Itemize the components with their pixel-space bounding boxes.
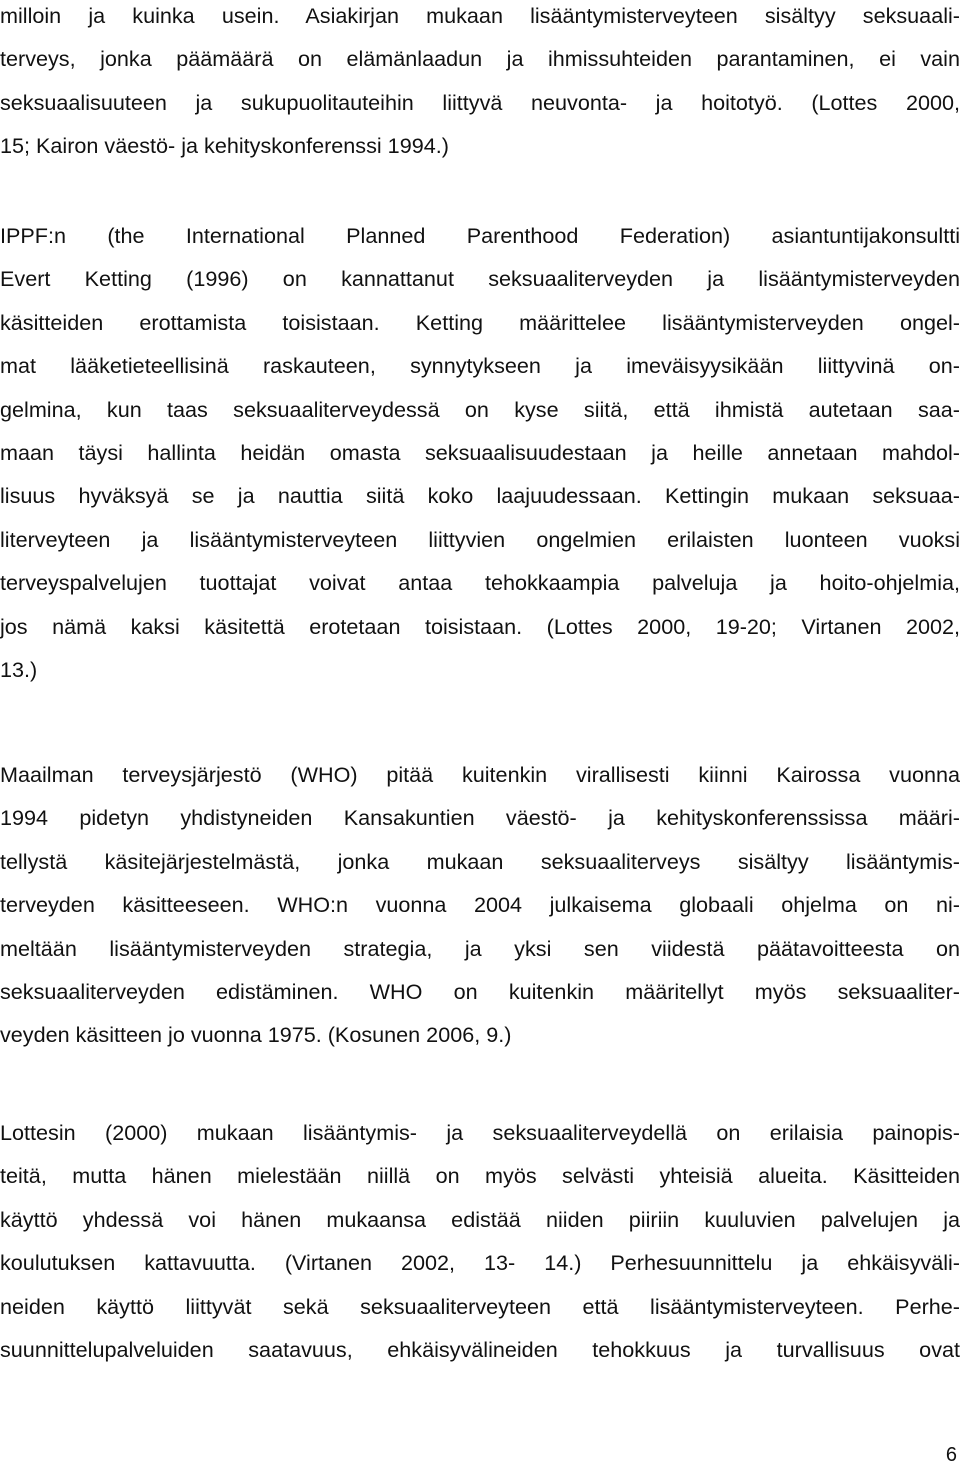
page-number: 6 [945, 1444, 957, 1466]
text-line: koulutuksen kattavuutta. (Virtanen 2002, 13- 14.) Perhesuunnittelu ja ehkäisyväli- [0, 1250, 960, 1276]
text-line: 1994 pidetyn yhdistyneiden Kansakuntien väestö- ja kehityskonferenssissa määri- [0, 805, 960, 831]
text-line: Evert Ketting (1996) on kannattanut seksuaaliterveyden ja lisääntymisterveyden [0, 266, 960, 292]
text-line: literveyteen ja lisääntymisterveyteen liittyvien ongelmien erilaisten luonteen vuoksi [0, 526, 960, 552]
text-line: käsitteiden erottamista toisistaan. Ketting määrittelee lisääntymisterveyden ongel- [0, 309, 960, 335]
text-line: Lottesin (2000) mukaan lisääntymis- ja seksuaaliterveydellä on erilaisia painopis- [0, 1120, 960, 1145]
text-line: terveyden käsitteeseen. WHO:n vuonna 2004 julkaisema globaali ohjelma on ni- [0, 892, 960, 918]
paragraph-4 [0, 1111, 960, 1371]
text-line: terveyspalvelujen tuottajat voivat antaa tehokkaampia palveluja ja hoito-ohjelmia, [0, 570, 960, 596]
text-line: tellystä käsitejärjestelmästä, jonka mukaan seksuaaliterveys sisältyy lisääntymis- [0, 848, 960, 874]
text-line: 15; Kairon väestö- ja kehityskonferenssi 1994.) [0, 133, 449, 159]
text-line: maan täysi hallinta heidän omasta seksuaalisuudestaan ja heille annetaan mahdol- [0, 439, 960, 465]
text-line: jos nämä kaksi käsitettä erotetaan toisistaan. (Lottes 2000, 19-20; Virtanen 2002, [0, 613, 960, 639]
paragraph-2 [0, 214, 960, 691]
text-line: neiden käyttö liittyvät sekä seksuaaliterveyteen että lisääntymisterveyteen. Perhe- [0, 1293, 960, 1319]
text-line: mat lääketieteellisinä raskauteen, synnytykseen ja imeväisyysikään liittyvinä on- [0, 353, 960, 379]
text-line: seksuaalisuuteen ja sukupuolitauteihin liittyvä neuvonta- ja hoitotyö. (Lottes 2000, [0, 89, 960, 115]
text-line: milloin ja kuinka usein. Asiakirjan mukaan lisääntymisterveyteen sisältyy seksuaali- [0, 3, 960, 28]
text-line: suunnittelupalveluiden saatavuus, ehkäisyvälineiden tehokkuus ja turvallisuus ovat [0, 1336, 960, 1362]
text-line: meltään lisääntymisterveyden strategia, ja yksi sen viidestä päätavoitteesta on [0, 935, 960, 961]
text-line: 13.) [0, 656, 38, 682]
text-line: teitä, mutta hänen mielestään niillä on myös selvästi yhteisiä alueita. Käsitteiden [0, 1163, 960, 1189]
text-line: IPPF:n (the International Planned Parenthood Federation) asiantuntijakonsultti [0, 223, 960, 248]
text-line: terveys, jonka päämäärä on elämänlaadun ja ihmissuhteiden parantaminen, ei vain [0, 46, 960, 72]
text-line: gelmina, kun taas seksuaaliterveydessä on kyse siitä, että ihmistä autetaan saa- [0, 396, 960, 422]
text-line: käyttö yhdessä voi hänen mukaansa edistää niiden piiriin kuuluvien palvelujen ja [0, 1206, 960, 1232]
text-line: veyden käsitteen jo vuonna 1975. (Kosunen 2006, 9.) [0, 1022, 512, 1048]
paragraph-3 [0, 753, 960, 1057]
paragraph-1 [0, 0, 960, 168]
text-line: seksuaaliterveyden edistäminen. WHO on kuitenkin määritellyt myös seksuaaliter- [0, 978, 960, 1004]
text-line: Maailman terveysjärjestö (WHO) pitää kuitenkin virallisesti kiinni Kairossa vuonna [0, 762, 960, 787]
text-line: lisuus hyväksyä se ja nauttia siitä koko laajuudessaan. Kettingin mukaan seksuaa- [0, 483, 960, 509]
